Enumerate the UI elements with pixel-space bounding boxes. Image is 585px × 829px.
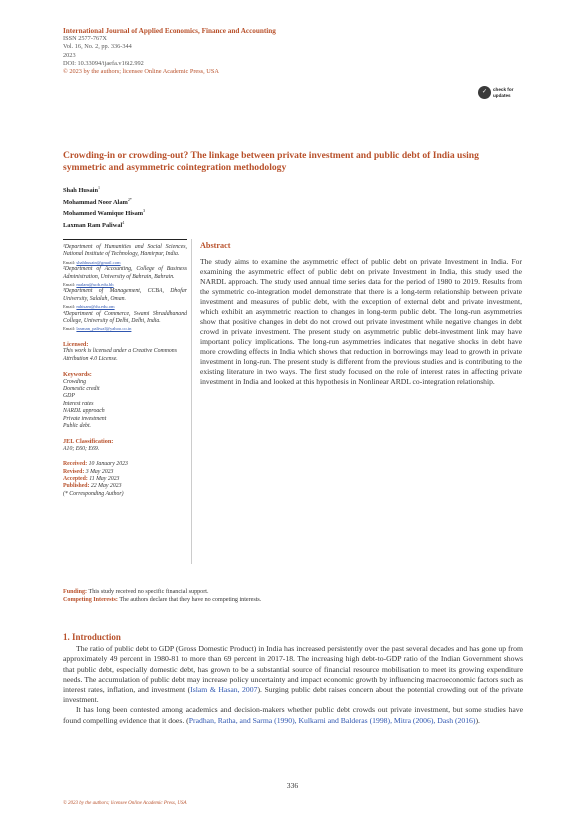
badge-line2: updates xyxy=(493,92,511,98)
email-link[interactable]: laxman_paliwal@yahoo.co.in xyxy=(76,326,132,332)
email-link[interactable]: malam@uob.edu.bh xyxy=(76,282,114,288)
keyword: Private investment xyxy=(63,415,107,422)
corresponding-note: (* Corresponding Author) xyxy=(63,490,124,497)
keywords-heading: Keywords: xyxy=(63,371,92,379)
author: Mohammad Noor Alam$^{2*}$ xyxy=(63,196,132,206)
keyword: Crowding xyxy=(63,378,86,385)
paragraph: It has long been contested among academics and decision-makers whether public debt crowds out private investment, but some studies have found compelling evidence that it does. (Pradhan, Ratha, and Sarma (1990), Kulkarni and Balderas (1998), Mitra (2006), Dash (2016)). xyxy=(63,705,523,725)
abstract-heading: Abstract xyxy=(200,241,231,250)
affiliation: ³Department of Management, CCBA, Dhofar University, Salalah, Oman. Email: mhisam@du.edu.om xyxy=(63,288,187,310)
author: Shah Husain$^1$ xyxy=(63,185,100,195)
abstract-section xyxy=(200,241,522,387)
keyword: NARDL approach xyxy=(63,408,105,415)
keyword: Interest rates xyxy=(63,400,94,407)
licensed-text: This work is licensed under a Creative Commons Attribution 4.0 License. xyxy=(63,348,177,362)
journal-header xyxy=(63,27,423,76)
jel-codes: A10; E60; E69. xyxy=(63,445,100,452)
author-list xyxy=(63,184,283,231)
page-number: 336 xyxy=(286,781,299,790)
affiliation: ⁴Department of Commerce, Swami Shraddhanand College, University of Delhi, Delhi, India. Email: laxman_paliwal@yahoo.co.in xyxy=(63,310,187,332)
paragraph: The ratio of public debt to GDP (Gross Domestic Product) in India has increased persistently over the past several decades and has gone up from approximately 49 percent in 1980-81 to more than 69 percent in 2017-18. The increasing high debt-to-GDP ratio of the Indian Government shows that public debt, especially domestic debt, has grown to be a substantial source of financial resource mobilisation to meet its growing expenditure needs. The accumulation of public debt may increase policy uncertainty and impact economic growth by influencing macroeconomic factors such as interest rates, inflation, and investment (Islam & Hasan, 2007). Surging public debt raises concern about the potential crowding out of the private investment. xyxy=(63,644,523,705)
keyword: GDP xyxy=(63,393,75,400)
abstract-text: The study aims to examine the asymmetric effect of public debt on private Investment in India. For examining the asymmetric effect of public debt on private Investment in India, this study used the NARDL approach. The study used annual time series data for the period of 1980 to 2019. Results from the symmetric co-integration model demonstrate that there is a long-term relationship between private investment and measures of public debt, with the exception of external debt and private investment, which exhibit an asymmetric reaction to changes in long-term public debt. The long-run asymmetries show that positive changes in debt do not crowd out private investment while negative changes in debt crowd in private investment. The present study on asymmetric public debt-investment link may have important policy implications. The long-run asymmetries indicates that negative shocks in debt have more crowding effects in India which shows that reduction in borrowings may lead to growth in private investment in long-run. The present study is different from the previous studies and is contributing to the existing literature in two ways. The first study focused on the role of interest rates in affecting private investment in India and looked at this hypothesis in Nonlinear ARDL co-integration relationship. xyxy=(200,257,522,386)
column-divider xyxy=(191,239,192,564)
article-info-sidebar xyxy=(63,239,187,498)
section-heading: 1. Introduction xyxy=(63,632,121,642)
issn: ISSN 2577-767X xyxy=(63,35,107,43)
author: Mohammed Wamique Hisam$^3$ xyxy=(63,208,146,218)
header-license: © 2023 by the authors; licensee Online Academic Press, USA xyxy=(63,68,219,76)
footer-license: © 2023 by the authors; licensee Online Academic Press, USA xyxy=(63,801,187,806)
licensed-heading: Licensed: xyxy=(63,340,89,348)
volume: Vol. 16, No. 2, pp. 336-344 xyxy=(63,43,132,51)
journal-name: International Journal of Applied Economics, Finance and Accounting xyxy=(63,27,276,35)
funding-statement: Funding: This study received no specific financial support. Competing Interests: The authors declare that they have no competing interests. xyxy=(63,589,262,604)
keyword: Domestic credit xyxy=(63,385,100,392)
check-for-updates-badge[interactable] xyxy=(478,86,524,100)
check-updates-icon: ✓ xyxy=(478,86,491,99)
doi: DOI: 10.33094/ijaefa.v16i2.992 xyxy=(63,59,144,67)
keyword: Public debt. xyxy=(63,422,92,429)
sidebar-rule xyxy=(63,239,187,240)
author: Laxman Ram Paliwal$^4$ xyxy=(63,220,125,230)
affiliation: ¹Department of Humanities and Social Sciences, National Institute of Technology, Hamirpur, India. Email: shahhusain@gmail.com xyxy=(63,244,187,265)
citation-link[interactable]: Pradhan, Ratha, and Sarma (1990), Kulkarni and Balderas (1998), Mitra (2006), Dash (2016) xyxy=(188,715,476,725)
affiliation: ²Department of Accounting, College of Business Administration, University of Bahrain, Bahrain. Email: malam@uob.edu.bh xyxy=(63,266,187,288)
article-title: Crowding-in or crowding-out? The linkage between private investment and public debt of India using symmetric and asymmetric cointegration methodology xyxy=(63,150,479,174)
citation-link[interactable]: Islam & Hasan, 2007 xyxy=(190,685,258,695)
article-dates: Received: 10 January 2023 Revised: 3 May 2023 Accepted: 11 May 2023 Published: 22 May 2023 (* Corresponding Author) xyxy=(63,461,187,498)
jel-heading: JEL Classification: xyxy=(63,438,114,446)
year: 2023 xyxy=(63,51,76,59)
email-link[interactable]: mhisam@du.edu.om xyxy=(76,304,115,310)
introduction-section xyxy=(63,632,523,726)
badge-line1: check for xyxy=(493,87,514,92)
email-link[interactable]: shahhusain@gmail.com xyxy=(76,259,121,265)
